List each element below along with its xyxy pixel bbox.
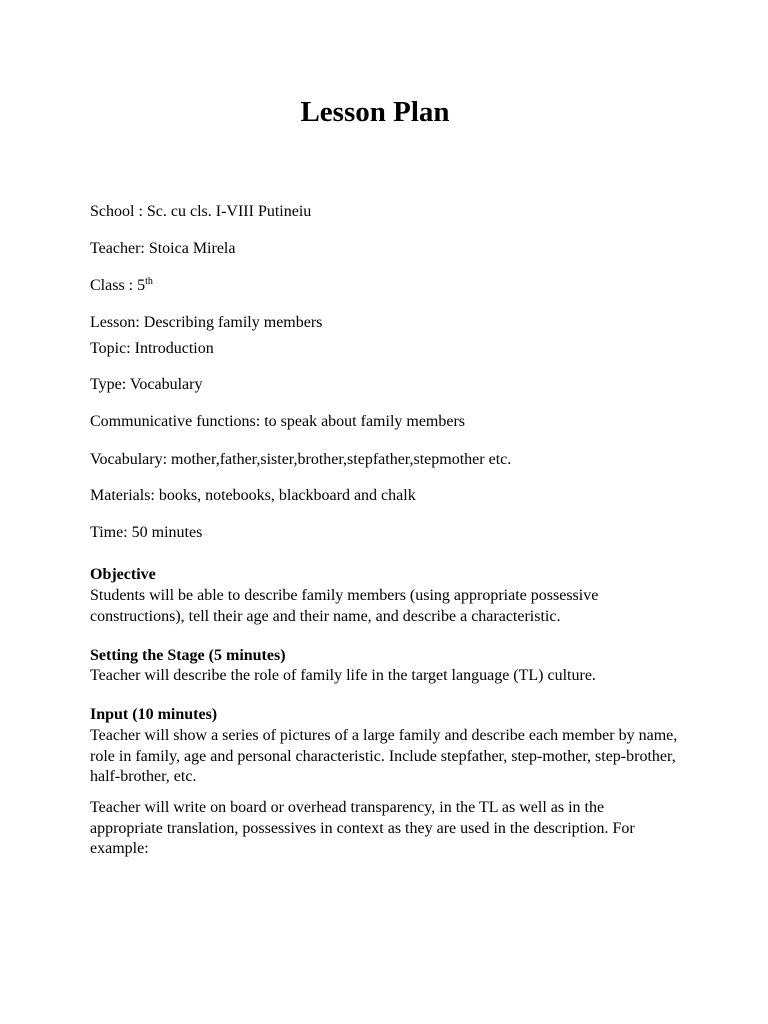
- type-line: Type: Vocabulary: [90, 376, 203, 393]
- setting-the-stage-paragraph: Teacher will describe the role of family life in the target language (TL) culture.: [90, 667, 596, 684]
- setting-the-stage-heading: Setting the Stage (5 minutes): [90, 647, 286, 664]
- objective-paragraph: Students will be able to describe family members (using appropriate possessive constructions), tell their age and their name, and describe a characteristic.: [90, 587, 599, 625]
- class-label: Class : 5: [90, 277, 146, 294]
- teacher-line: Teacher: Stoica Mirela: [90, 240, 236, 257]
- input-paragraph-2: Teacher will write on board or overhead transparency, in the TL as well as in the appropriate translation, possessives in context as they are used in the description. For example:: [90, 799, 635, 857]
- time-line: Time: 50 minutes: [90, 524, 203, 541]
- lesson-line: Lesson: Describing family members: [90, 314, 323, 331]
- communicative-functions-line: Communicative functions: to speak about family members: [90, 413, 466, 430]
- materials-line: Materials: books, notebooks, blackboard and chalk: [90, 487, 416, 504]
- vocabulary-line: Vocabulary: mother,father,sister,brother,stepfather,stepmother etc.: [90, 451, 512, 468]
- class-suffix: th: [145, 276, 153, 287]
- page-title: Lesson Plan: [300, 96, 450, 128]
- topic-line: Topic: Introduction: [90, 340, 214, 357]
- objective-heading: Objective: [90, 566, 156, 583]
- input-heading: Input (10 minutes): [90, 706, 218, 723]
- class-line: [90, 276, 153, 296]
- school-line: School : Sc. cu cls. I-VIII Putineiu: [90, 203, 312, 220]
- input-paragraph-1: Teacher will show a series of pictures of a large family and describe each member by name, role in family, age and personal characteristic. Include stepfather, step-mother, step-brother, half-brother, etc.: [90, 727, 678, 785]
